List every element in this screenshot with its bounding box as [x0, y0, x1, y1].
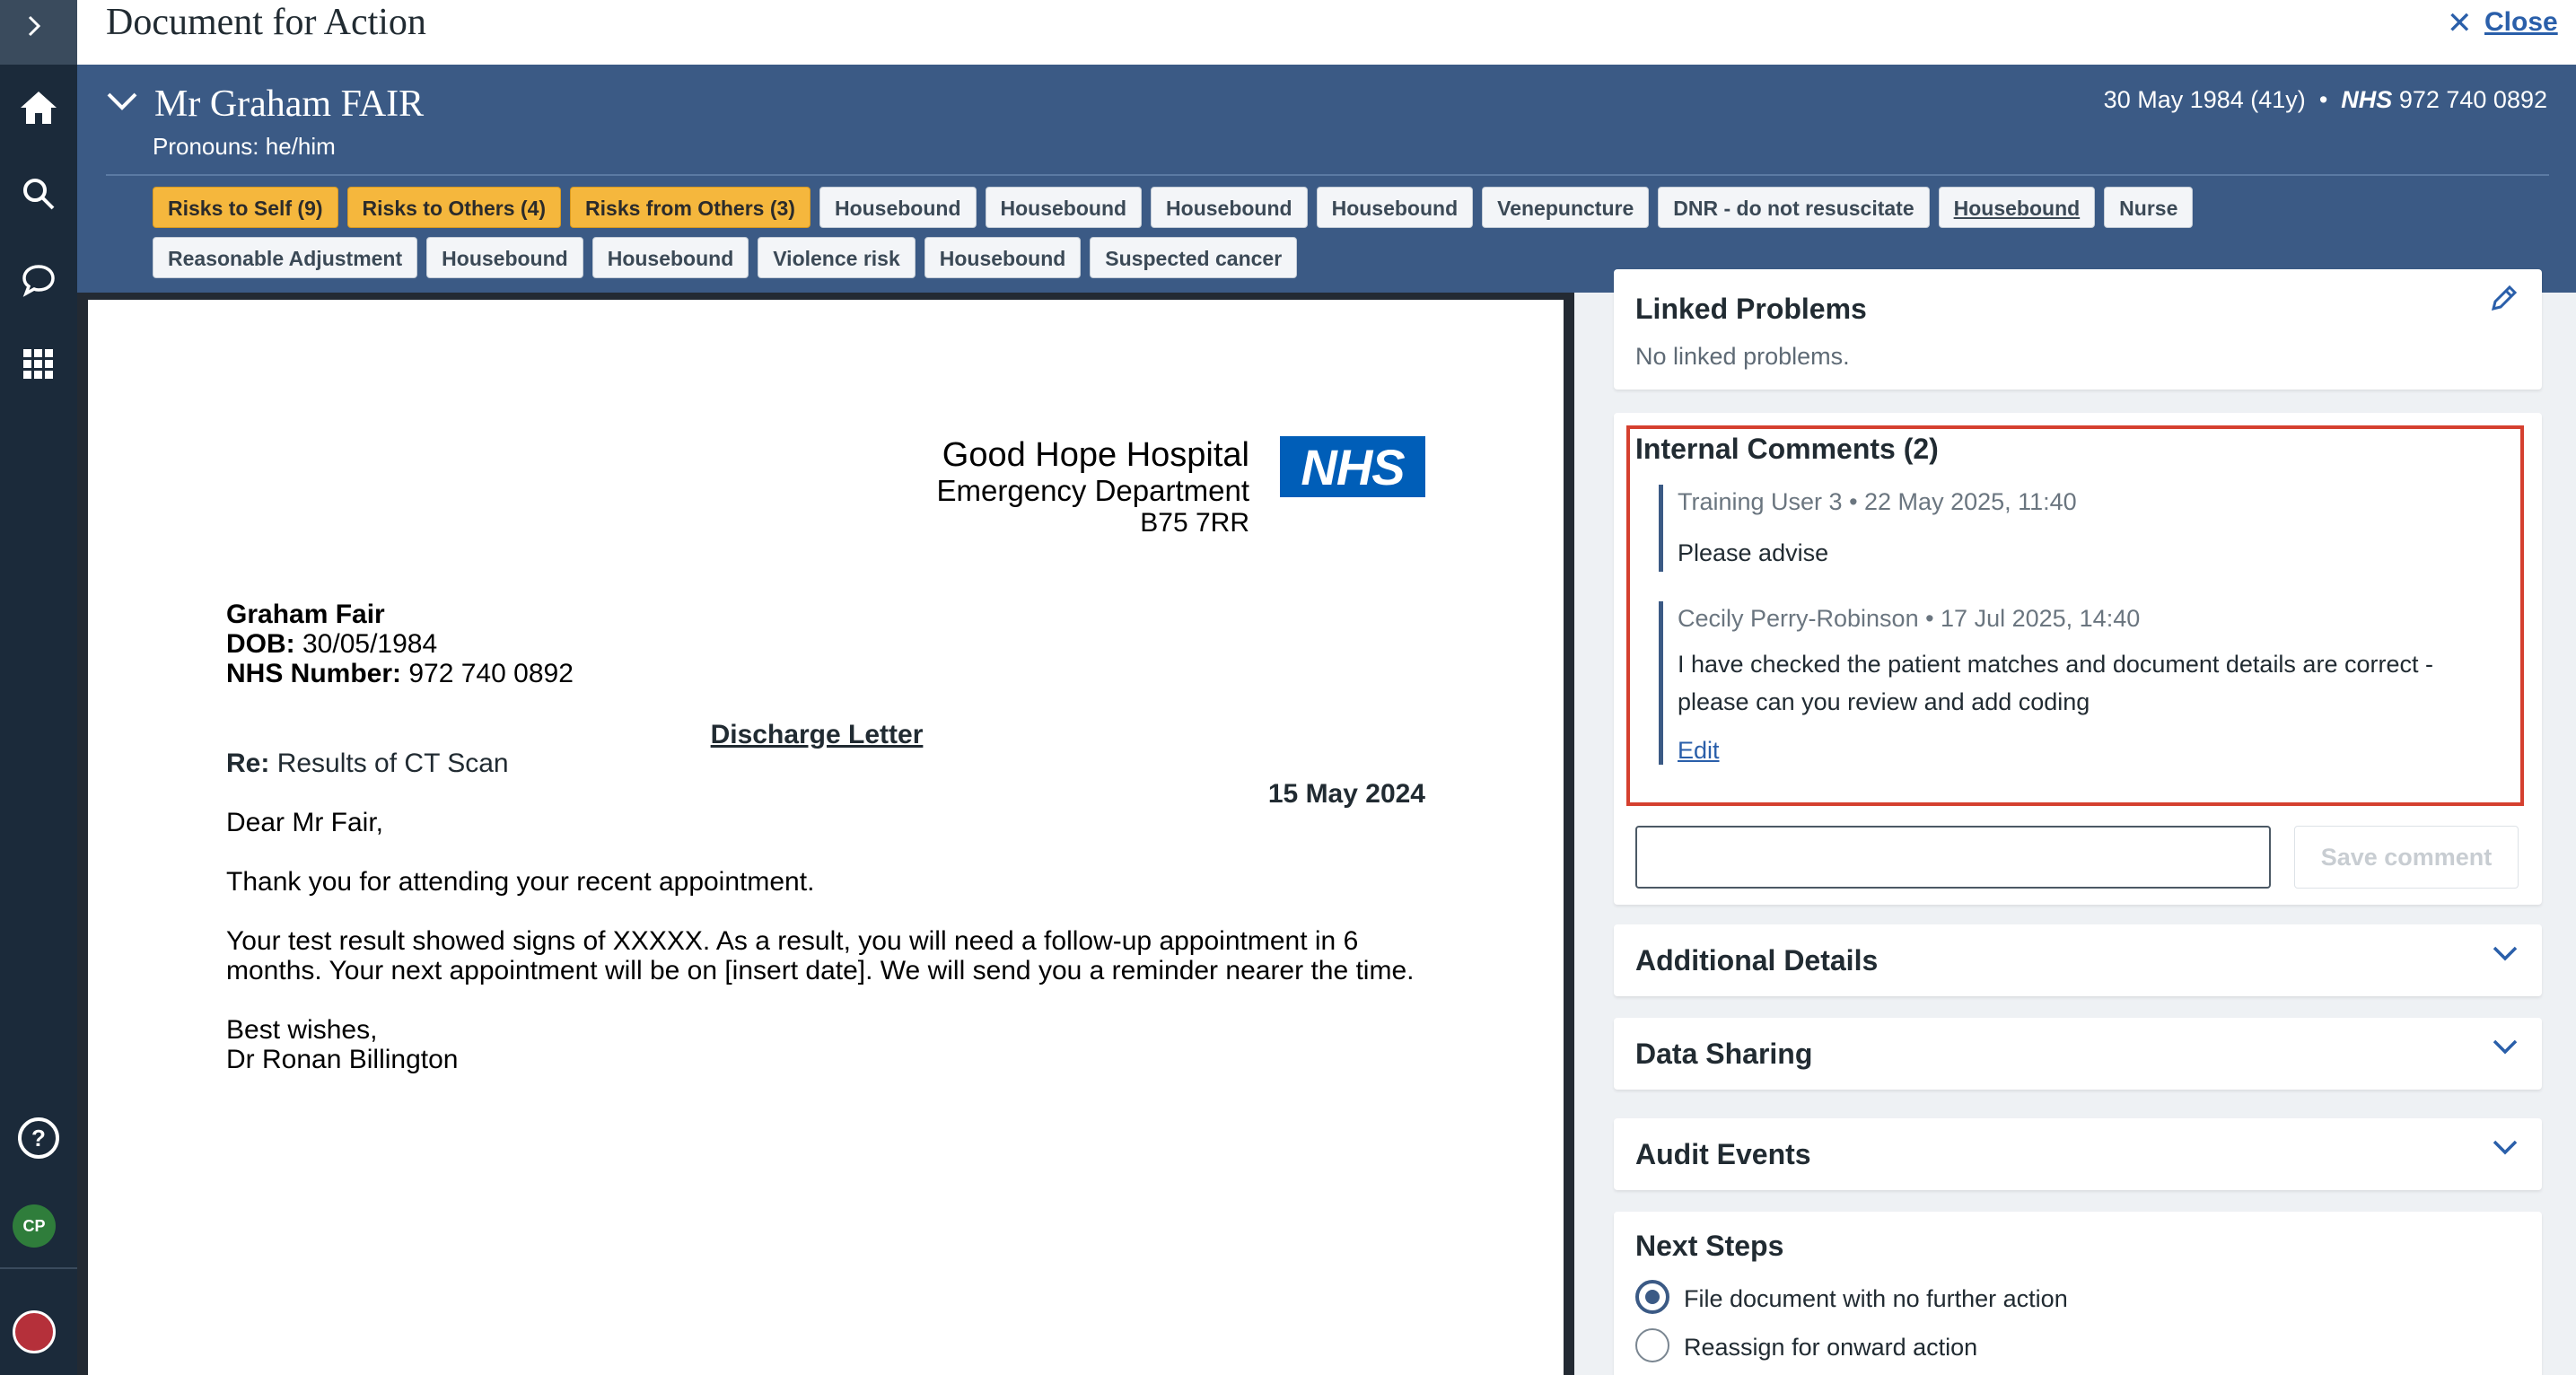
nav-rail — [0, 0, 77, 1375]
expand-rail-button[interactable] — [0, 0, 77, 65]
pencil-icon[interactable] — [2488, 284, 2519, 314]
letter-paragraph-2: Your test result showed signs of XXXXX. As a result, you will need a follow-up appointment in 6 months. Your next appointment will be on [insert date]. We will send you a reminder nearer the time. — [226, 926, 1415, 985]
next-steps-card — [1614, 1212, 2542, 1375]
letter-patient-name: Graham Fair — [226, 600, 385, 629]
comment-item — [1659, 601, 2511, 765]
viewer-scrollbar[interactable] — [1564, 293, 1573, 1375]
edit-comment-link[interactable]: Edit — [1678, 737, 1720, 764]
nhs-number-value: 972 740 0892 — [408, 659, 574, 688]
radio-label[interactable]: File document with no further action — [1684, 1285, 2068, 1312]
patient-pronouns: Pronouns: he/him — [153, 133, 336, 160]
data-sharing-section[interactable] — [1614, 1018, 2542, 1090]
comment-meta: Cecily Perry-Robinson • 17 Jul 2025, 14:40 — [1678, 605, 2141, 632]
alert-flag[interactable]: DNR - do not resuscitate — [1658, 187, 1929, 228]
audit-events-section[interactable] — [1614, 1118, 2542, 1190]
linked-problems-empty: No linked problems. — [1635, 343, 1850, 370]
alert-flag[interactable]: Housebound — [986, 187, 1143, 228]
internal-comments-card — [1614, 413, 2542, 905]
linked-problems-card — [1614, 269, 2542, 390]
alert-flag[interactable]: Venepuncture — [1482, 187, 1649, 228]
signoff: Best wishes, — [226, 1015, 378, 1045]
chevron-down-icon[interactable] — [2492, 1138, 2519, 1156]
alert-flag[interactable]: Nurse — [2104, 187, 2193, 228]
alert-flag[interactable]: Housebound — [819, 187, 977, 228]
additional-details-section[interactable] — [1614, 924, 2542, 996]
save-comment-button[interactable]: Save comment — [2294, 826, 2519, 889]
comment-text: I have checked the patient matches and document details are correct - please can you review and add coding — [1678, 651, 2433, 715]
letter-body — [226, 808, 1429, 1074]
hospital-name: Good Hope Hospital — [942, 436, 1249, 474]
user-avatar-cp[interactable]: CP — [13, 1204, 56, 1248]
alert-flag[interactable]: Housebound — [1939, 187, 2096, 228]
radio-reassign[interactable] — [1635, 1328, 1669, 1362]
close-icon[interactable]: ✕ — [2447, 6, 2473, 40]
comment-meta: Training User 3 • 22 May 2025, 11:40 — [1678, 488, 2077, 515]
search-icon[interactable] — [15, 171, 62, 217]
apps-grid-icon[interactable] — [15, 341, 62, 388]
help-icon[interactable] — [15, 1115, 62, 1161]
alert-flag[interactable]: Housebound — [924, 237, 1082, 278]
radio-label[interactable]: Reassign for onward action — [1684, 1334, 1978, 1361]
patient-name: Mr Graham FAIR — [154, 83, 425, 125]
title-bar — [77, 0, 2576, 65]
chevron-down-icon[interactable] — [2492, 944, 2519, 962]
alert-flag[interactable]: Housebound — [1317, 187, 1474, 228]
comment-item — [1659, 485, 2511, 572]
dob-value: 30/05/1984 — [302, 629, 438, 659]
status-avatar[interactable] — [13, 1310, 56, 1353]
nhs-label: NHS — [2341, 86, 2393, 113]
data-sharing-title: Data Sharing — [1635, 1038, 1813, 1070]
alert-flag[interactable]: Risks to Others (4) — [347, 187, 562, 228]
patient-dob: 30 May 1984 (41y) — [2103, 86, 2306, 113]
alert-flag[interactable]: Violence risk — [758, 237, 916, 278]
alert-flag[interactable]: Housebound — [426, 237, 583, 278]
alert-flag[interactable]: Housebound — [1151, 187, 1308, 228]
alert-flag[interactable]: Risks to Self (9) — [153, 187, 338, 228]
close-button[interactable]: Close — [2484, 7, 2558, 37]
chevron-down-icon[interactable] — [106, 90, 138, 113]
rail-divider — [0, 1267, 77, 1269]
letter-patient-details — [226, 600, 574, 688]
patient-demographics — [2104, 86, 2547, 114]
department-name: Emergency Department — [936, 474, 1249, 507]
signature: Dr Ronan Billington — [226, 1045, 459, 1074]
nhs-logo: NHS — [1280, 436, 1425, 497]
letter-header — [937, 436, 1249, 539]
comment-input[interactable] — [1635, 826, 2271, 889]
patient-banner — [77, 65, 2576, 293]
home-icon[interactable] — [15, 84, 62, 131]
chat-icon[interactable] — [15, 257, 62, 303]
flags-row-1 — [153, 187, 2576, 228]
hospital-postcode: B75 7RR — [1140, 508, 1249, 538]
nhs-number-label: NHS Number: — [226, 659, 402, 688]
re-label: Re: — [226, 749, 270, 778]
comment-text: Please advise — [1678, 539, 1829, 566]
letter-date: 15 May 2024 — [1267, 779, 1425, 809]
alert-flag[interactable]: Suspected cancer — [1090, 237, 1297, 278]
letter-paragraph-1: Thank you for attending your recent appointment. — [226, 867, 815, 897]
alert-flag[interactable]: Risks from Others (3) — [570, 187, 810, 228]
svg-text:?: ? — [31, 1125, 46, 1152]
alert-flag[interactable]: Housebound — [592, 237, 749, 278]
separator-dot: • — [2312, 86, 2335, 113]
audit-events-title: Audit Events — [1635, 1138, 1811, 1170]
letter-subject — [226, 749, 509, 779]
window-title: Document for Action — [106, 2, 426, 43]
chevron-down-icon[interactable] — [2492, 1038, 2519, 1055]
linked-problems-title: Linked Problems — [1635, 293, 1867, 325]
internal-comments-title: Internal Comments (2) — [1635, 433, 1939, 465]
chevron-right-icon — [25, 13, 45, 39]
re-value: Results of CT Scan — [276, 749, 509, 778]
banner-divider — [106, 174, 2549, 176]
salutation: Dear Mr Fair, — [226, 808, 384, 837]
letter-title: Discharge Letter — [710, 720, 924, 749]
next-steps-title: Next Steps — [1635, 1230, 1784, 1262]
document-page — [88, 300, 1564, 1375]
additional-details-title: Additional Details — [1635, 944, 1879, 977]
nhs-number: 972 740 0892 — [2398, 86, 2547, 113]
radio-file-document[interactable] — [1635, 1280, 1669, 1314]
alert-flag[interactable]: Reasonable Adjustment — [153, 237, 417, 278]
dob-label: DOB: — [226, 629, 295, 659]
